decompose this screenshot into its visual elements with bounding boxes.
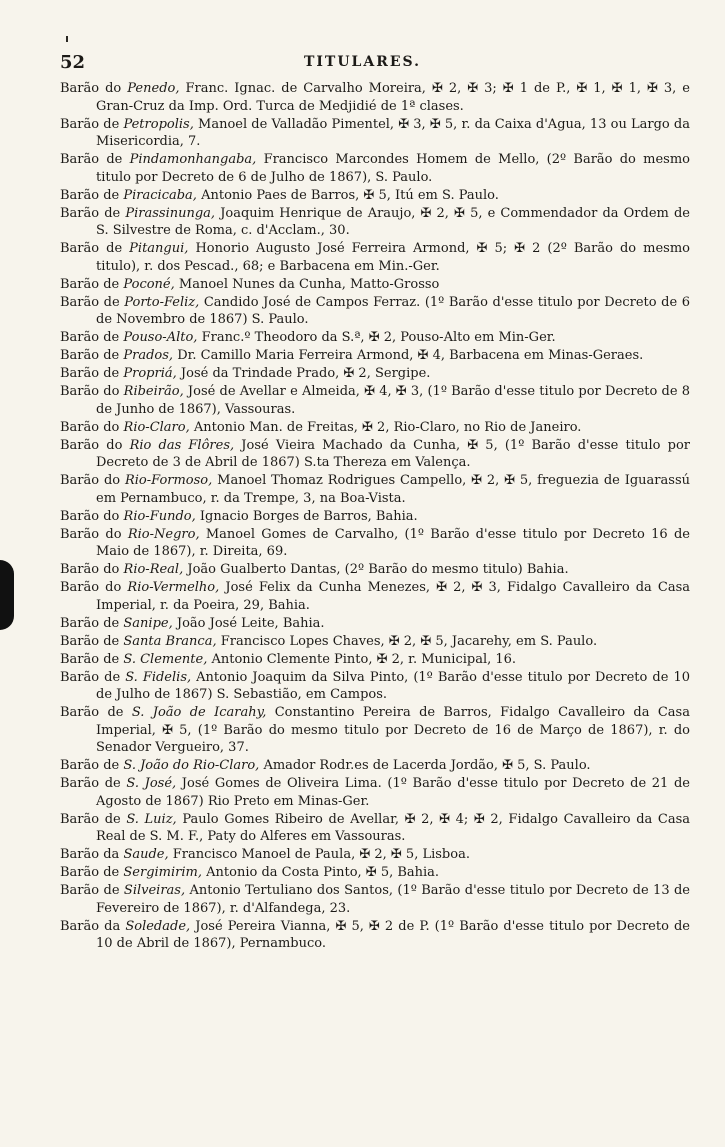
list-item: [60, 151, 690, 186]
entry-prefix: Barão de: [60, 116, 120, 132]
entry-prefix: Barão do: [60, 508, 120, 524]
entry-prefix: Barão de: [60, 241, 123, 256]
entry-prefix: Barão de: [60, 651, 120, 667]
entry-description: Manoel Thomaz Rodrigues Campello, ✠ 2, ✠ 5, freguezia de Iguarassú em Pernambuco, r. da Trempe, 3, na Boa-Vista.: [96, 473, 690, 506]
entry-prefix: Barão de: [60, 883, 120, 898]
entry-prefix: Barão de: [60, 865, 120, 880]
entry-title-place: Santa Branca,: [123, 633, 217, 649]
list-item: [60, 294, 690, 329]
list-item: [60, 347, 690, 365]
entry-description: José Felix da Cunha Menezes, ✠ 2, ✠ 3, Fidalgo Cavalleiro da Casa Imperial, r. da Poeira, 29, Bahia.: [96, 580, 690, 613]
entry-description: José Gomes de Oliveira Lima. (1º Barão d'esse titulo por Decreto de 21 de Agosto de 1867) Rio Preto em Minas-Ger.: [96, 776, 690, 809]
list-item: [60, 633, 690, 651]
entry-prefix: Barão do: [60, 384, 120, 399]
entry-title-place: Rio-Claro,: [123, 419, 190, 435]
list-item: [60, 526, 690, 561]
entry-title-place: S. José,: [126, 776, 177, 791]
entry-title-place: S. Clemente,: [123, 651, 208, 667]
list-item: [60, 276, 690, 294]
list-item: [60, 864, 690, 882]
entry-prefix: Barão do: [60, 81, 122, 96]
list-item: [60, 615, 690, 633]
entry-title-place: Porto-Feliz,: [124, 294, 200, 310]
list-item: [60, 383, 690, 418]
entry-description: Honorio Augusto José Ferreira Armond, ✠ 5; ✠ 2 (2º Barão do mesmo titulo), r. dos Pescad., 68; e Barbacena em Min.-Ger.: [96, 241, 690, 274]
entry-prefix: Barão de: [60, 348, 120, 363]
entry-prefix: Barão de: [60, 758, 120, 773]
list-item: [60, 437, 690, 472]
entry-prefix: Barão do: [60, 580, 122, 595]
entry-description: Joaquim Henrique de Araujo, ✠ 2, ✠ 5, e Commendador da Ordem de S. Silvestre de Roma, c. d'Acclam., 30.: [96, 205, 690, 238]
margin-mark: [66, 36, 68, 42]
list-item: [60, 846, 690, 864]
entry-description: José Vieira Machado da Cunha, ✠ 5, (1º Barão d'esse titulo por Decreto de 3 de Abril de 1867) S.ta Thereza em Valença.: [96, 437, 690, 470]
entry-description: Candido José de Campos Ferraz. (1º Barão d'esse titulo por Decreto de 6 de Novembro de 1867) S. Paulo.: [96, 294, 690, 327]
entry-description: Antonio Clemente Pinto, ✠ 2, r. Municipal, 16.: [211, 651, 517, 667]
entry-title-place: Rio-Formoso,: [124, 473, 213, 488]
list-item: [60, 240, 690, 275]
list-item: [60, 918, 690, 953]
entry-prefix: Barão da: [60, 847, 120, 862]
entry-title-place: Sanipe,: [123, 615, 173, 631]
entry-title-place: S. Luiz,: [126, 811, 177, 827]
list-item: [60, 882, 690, 917]
entry-title-place: Rio-Fundo,: [123, 508, 196, 524]
entry-description: João Gualberto Dantas, (2º Barão do mesmo titulo) Bahia.: [187, 562, 569, 577]
entry-prefix: Barão de: [60, 187, 120, 203]
page-number: 52: [60, 52, 86, 73]
entry-description: José de Avellar e Almeida, ✠ 4, ✠ 3, (1º Barão d'esse titulo por Decreto de 8 de Junho de 1867), Vassouras.: [96, 384, 690, 417]
entry-description: Dr. Camillo Maria Ferreira Armond, ✠ 4, Barbacena em Minas-Geraes.: [177, 348, 644, 363]
list-item: [60, 365, 690, 383]
entry-prefix: Barão de: [60, 633, 120, 649]
list-item: [60, 651, 690, 669]
entry-description: João José Leite, Bahia.: [176, 615, 325, 631]
entry-prefix: Barão do: [60, 437, 123, 453]
list-item: [60, 329, 690, 347]
list-item: [60, 80, 690, 115]
entry-prefix: Barão de: [60, 152, 123, 167]
entry-description: Manoel de Valladão Pimentel, ✠ 3, ✠ 5, r. da Caixa d'Agua, 13 ou Largo da Misericordia, 7.: [96, 116, 690, 149]
entry-description: José da Trindade Prado, ✠ 2, Sergipe.: [180, 366, 431, 381]
entry-title-place: Ribeirão,: [123, 384, 184, 399]
entry-description: Franc. Ignac. de Carvalho Moreira, ✠ 2, ✠ 3; ✠ 1 de P., ✠ 1, ✠ 1, ✠ 3, e Gran-Cruz da Imp. Ord. Turca de Medjidié de 1ª clases.: [96, 81, 690, 114]
binding-shadow: [0, 560, 14, 630]
entry-prefix: Barão do: [60, 526, 122, 542]
entry-title-place: Prados,: [123, 348, 174, 363]
entry-description: Antonio Man. de Freitas, ✠ 2, Rio-Claro, no Rio de Janeiro.: [193, 419, 582, 435]
entry-description: Francisco Lopes Chaves, ✠ 2, ✠ 5, Jacarehy, em S. Paulo.: [220, 633, 598, 649]
list-item: [60, 419, 690, 437]
entry-title-place: Soledade,: [125, 918, 191, 934]
entry-title-place: Rio das Flôres,: [129, 437, 235, 453]
entry-title-place: Petropolis,: [123, 116, 194, 132]
entry-title-place: Rio-Vermelho,: [127, 580, 220, 595]
entry-prefix: Barão de: [60, 330, 120, 345]
entry-prefix: Barão de: [60, 205, 121, 221]
entry-description: Paulo Gomes Ribeiro de Avellar, ✠ 2, ✠ 4; ✠ 2, Fidalgo Cavalleiro da Casa Real de S. M. F., Paty do Alferes em Vassouras.: [96, 811, 691, 844]
entry-prefix: Barão do: [60, 562, 120, 577]
entry-description: José Pereira Vianna, ✠ 5, ✠ 2 de P. (1º Barão d'esse titulo por Decreto de 10 de Abril de 1867), Pernambuco.: [96, 918, 691, 951]
entry-description: Constantino Pereira de Barros, Fidalgo Cavalleiro da Casa Imperial, ✠ 5, (1º Barão do mesmo titulo por Decreto de 16 de Março de 1867), r. do Senador Vergueiro, 37.: [96, 705, 690, 755]
entry-description: Francisco Marcondes Homem de Mello, (2º Barão do mesmo titulo por Decreto de 6 de Julho de 1867), S. Paulo.: [96, 152, 690, 185]
entry-prefix: Barão de: [60, 366, 120, 381]
list-item: [60, 187, 690, 205]
entry-title-place: Propriá,: [123, 366, 177, 381]
entry-title-place: Poconé,: [123, 276, 175, 292]
entry-prefix: Barão de: [60, 615, 120, 631]
entry-description: Manoel Gomes de Carvalho, (1º Barão d'esse titulo por Decreto 16 de Maio de 1867), r. Direita, 69.: [96, 526, 690, 559]
list-item: [60, 205, 690, 240]
entry-title-place: Penedo,: [127, 81, 180, 96]
entry-prefix: Barão de: [60, 276, 120, 292]
entry-prefix: Barão da: [60, 918, 121, 934]
list-item: [60, 775, 690, 810]
entry-title-place: S. Fidelis,: [125, 669, 192, 685]
entry-description: Amador Rodr.es de Lacerda Jordão, ✠ 5, S. Paulo.: [263, 758, 591, 773]
entry-title-place: Piracicaba,: [123, 187, 197, 203]
entry-title-place: S. João do Rio-Claro,: [123, 758, 260, 773]
entry-title-place: Pindamonhangaba,: [129, 152, 257, 167]
list-item: [60, 116, 690, 151]
entry-title-place: Pouso-Alto,: [123, 330, 198, 345]
entry-prefix: Barão de: [60, 811, 121, 827]
entry-description: Antonio Tertuliano dos Santos, (1º Barão d'esse titulo por Decreto de 13 de Fevereiro de 1867), r. d'Alfandega, 23.: [96, 883, 690, 916]
entry-prefix: Barão de: [60, 776, 121, 791]
entry-title-place: Pirassinunga,: [125, 205, 216, 221]
entry-title-place: S. João de Icarahy,: [131, 705, 267, 720]
entry-prefix: Barão do: [60, 419, 120, 435]
list-item: [60, 561, 690, 579]
entry-title-place: Rio-Negro,: [127, 526, 200, 542]
entry-list: [60, 80, 690, 953]
list-item: [60, 579, 690, 614]
entry-description: Francisco Manoel de Paula, ✠ 2, ✠ 5, Lisboa.: [172, 847, 470, 862]
entry-title-place: Silveiras,: [123, 883, 186, 898]
running-title: TITULARES.: [303, 54, 422, 70]
list-item: [60, 669, 690, 704]
entry-description: Antonio da Costa Pinto, ✠ 5, Bahia.: [206, 865, 440, 880]
entry-description: Franc.º Theodoro da S.ª, ✠ 2, Pouso-Alto em Min-Ger.: [201, 330, 556, 345]
list-item: [60, 757, 690, 775]
entry-prefix: Barão de: [60, 669, 121, 685]
entry-description: Antonio Joaquim da Silva Pinto, (1º Barão d'esse titulo por Decreto de 10 de Julho de 1867) S. Sebastião, em Campos.: [96, 669, 690, 702]
list-item: [60, 704, 690, 757]
entry-prefix: Barão de: [60, 294, 120, 310]
entry-prefix: Barão de: [60, 705, 124, 720]
entry-description: Ignacio Borges de Barros, Bahia.: [199, 508, 418, 524]
entry-title-place: Rio-Real,: [123, 562, 184, 577]
list-item: [60, 472, 690, 507]
entry-prefix: Barão do: [60, 473, 121, 488]
entry-description: Manoel Nunes da Cunha, Matto-Grosso: [178, 276, 440, 292]
entry-title-place: Saude,: [123, 847, 169, 862]
list-item: [60, 811, 690, 846]
page-header: [0, 52, 725, 76]
entry-title-place: Pitangui,: [129, 241, 189, 256]
list-item: [60, 508, 690, 526]
entry-title-place: Sergimirim,: [123, 865, 202, 880]
entry-description: Antonio Paes de Barros, ✠ 5, Itú em S. Paulo.: [201, 187, 499, 203]
